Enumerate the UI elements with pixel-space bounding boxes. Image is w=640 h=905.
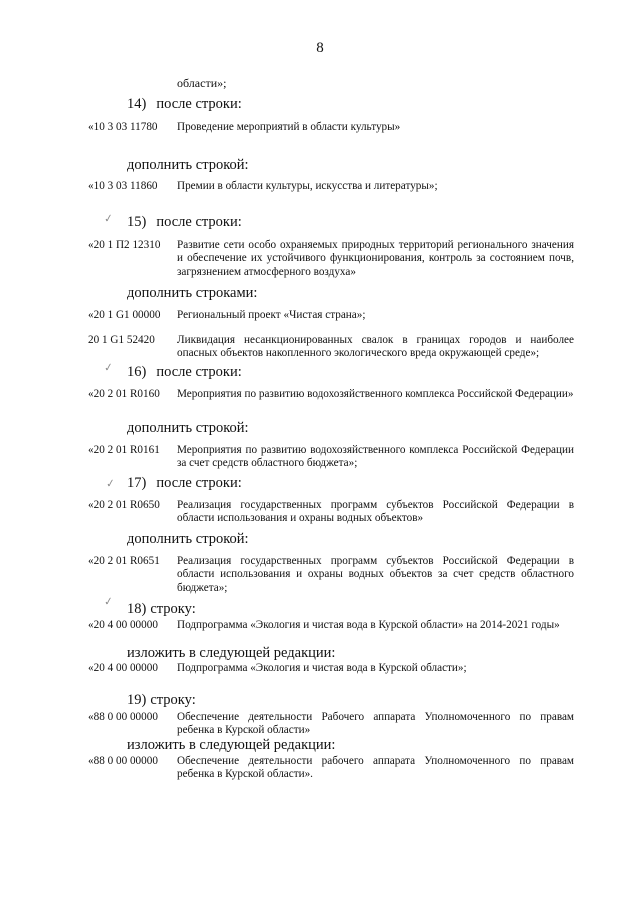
page-number: 8 [316,40,324,56]
budget-description: Проведение мероприятий в области культуры» [177,121,401,133]
item-instruction: после строки: [156,364,242,380]
budget-description: Премии в области культуры, искусства и литературы»; [177,180,438,192]
item-number: 18) [127,601,147,617]
check-mark-icon: ✓ [103,594,115,609]
budget-description: Мероприятия по развитию водохозяйственного комплекса Российской Федерации» [177,388,574,400]
check-mark-icon: ✓ [103,360,115,375]
item-19-heading [127,692,196,709]
item-instruction: после строки: [156,475,242,491]
budget-description: Ликвидация несанкционированных свалок в границах городов и наиболее опасных объектов накопленного экологического вреда окружающей среде»; [177,334,574,360]
item-instruction: строку: [150,601,196,617]
item-number: 17) [127,475,147,491]
item-17-sub-instruction: дополнить строкой: [127,531,249,547]
item-instruction: строку: [150,692,196,708]
budget-code: «20 1 G1 00000 [88,309,161,321]
budget-code: «88 0 00 00000 [88,711,158,723]
budget-code: «20 2 01 R0651 [88,555,160,567]
budget-code: «20 2 01 R0160 [88,388,160,400]
item-16-sub-instruction: дополнить строкой: [127,420,249,436]
item-instruction: после строки: [156,96,242,112]
budget-description: Региональный проект «Чистая страна»; [177,309,366,321]
item-number: 19) [127,692,147,708]
item-16-heading [127,364,242,381]
budget-code: «20 4 00 00000 [88,662,158,674]
budget-description: Мероприятия по развитию водохозяйственного комплекса Российской Федерации за счет средств областного бюджета»; [177,444,574,470]
budget-code: «20 2 01 R0650 [88,499,160,511]
item-19-sub-instruction: изложить в следующей редакции: [127,737,336,753]
item-instruction: после строки: [156,214,242,230]
budget-description: Реализация государственных программ субъектов Российской Федерации в области использования и охраны водных объектов за счет средств областного бюджета»; [177,555,574,594]
item-15-heading [127,214,242,231]
budget-description: Развитие сети особо охраняемых природных территорий регионального значения и обеспечение их устойчивого функционирования, контроль за состоянием почв, загрязнением атмосферного воздуха» [177,239,574,278]
budget-code: «10 3 03 11860 [88,180,158,192]
continuation-text: области»; [177,76,227,90]
budget-code: 20 1 G1 52420 [88,334,155,346]
budget-code: «88 0 00 00000 [88,755,158,767]
item-number: 15) [127,214,147,230]
item-number: 16) [127,364,147,380]
item-15-sub-instruction: дополнить строками: [127,285,258,301]
item-18-sub-instruction: изложить в следующей редакции: [127,645,336,661]
budget-description: Реализация государственных программ субъектов Российской Федерации в области использования и охраны водных объектов» [177,499,574,525]
budget-description: Подпрограмма «Экология и чистая вода в Курской области» на 2014-2021 годы» [177,619,560,631]
item-14-sub-instruction: дополнить строкой: [127,157,249,173]
budget-code: «20 1 П2 12310 [88,239,161,251]
budget-code: «20 2 01 R0161 [88,444,160,456]
check-mark-icon: ✓ [105,476,117,491]
item-18-heading [127,601,196,618]
item-17-heading [127,475,242,492]
budget-description: Обеспечение деятельности Рабочего аппарата Уполномоченного по правам ребенка в Курской области» [177,711,574,737]
budget-description: Подпрограмма «Экология и чистая вода в Курской области»; [177,662,467,674]
item-number: 14) [127,96,147,112]
budget-code: «10 3 03 11780 [88,121,158,133]
budget-code: «20 4 00 00000 [88,619,158,631]
item-14-heading [127,96,242,113]
check-mark-icon: ✓ [103,211,115,226]
budget-description: Обеспечение деятельности рабочего аппарата Уполномоченного по правам ребенка в Курской области». [177,755,574,781]
